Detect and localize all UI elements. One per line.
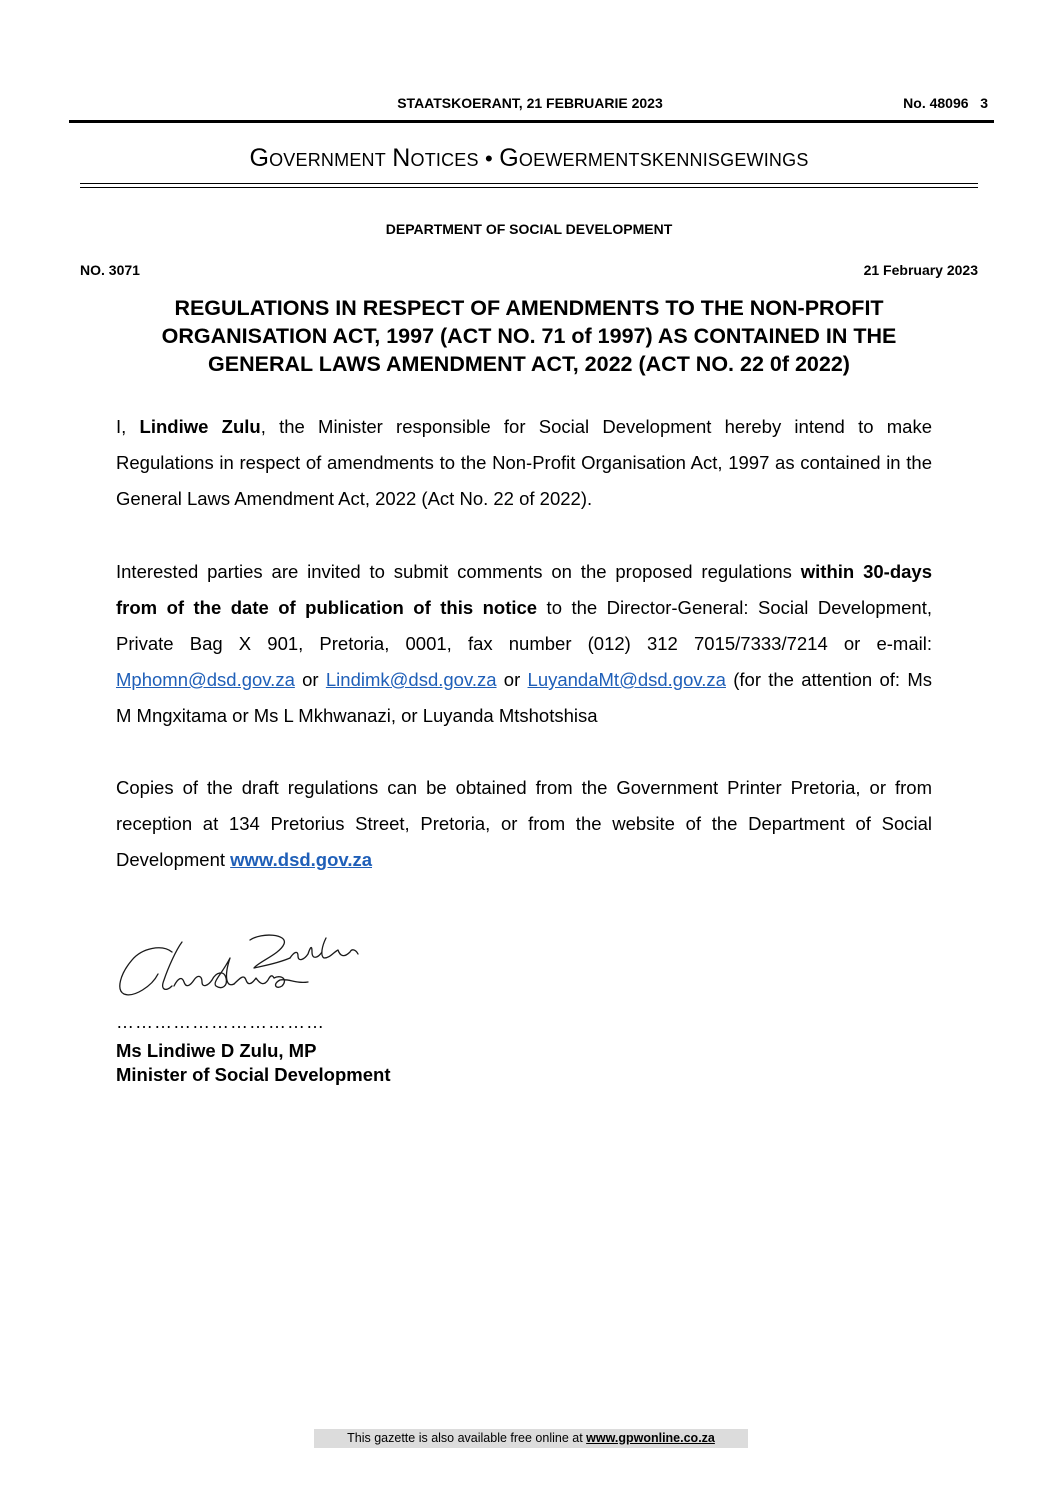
p3-text: Copies of the draft regulations can be obtained from the Government Printer Pretoria, or from reception at 134 Pretorius Street, Pretoria, or from the website of the Department of Social Development	[116, 777, 932, 870]
minister-name: Lindiwe Zulu	[139, 416, 261, 437]
signatory-title: Minister of Social Development	[116, 1064, 391, 1085]
signature-line: ……………………………	[116, 1012, 325, 1032]
footer-url-link[interactable]: www.gpwonline.co.za	[586, 1431, 715, 1445]
email-link-luyandamt[interactable]: LuyandaMt@dsd.gov.za	[527, 669, 726, 690]
header-rule	[69, 120, 994, 123]
website-link[interactable]: www.dsd.gov.za	[230, 849, 373, 870]
title-rule-bottom	[80, 187, 978, 188]
title-separator: •	[485, 146, 493, 171]
gazette-number-page	[820, 95, 988, 111]
p2-attention: (for the attention of: Ms M Mngxitama or Ms L Mkhwanazi, or Luyanda Mtshotshisa	[116, 669, 933, 726]
government-notices-title: GOVERNMENT NOTICES	[249, 144, 479, 172]
notice-number: NO. 3071	[80, 262, 140, 278]
afrikaans-title: GOEWERMENTSKENNISGEWINGS	[499, 144, 809, 172]
or-text: or	[496, 669, 528, 690]
email-link-mphomn[interactable]: Mphomn@dsd.gov.za	[116, 669, 295, 690]
email-link-lindimk[interactable]: Lindimk@dsd.gov.za	[325, 669, 497, 690]
title-rule-top	[80, 183, 978, 184]
paragraph-comments	[116, 554, 932, 734]
page-number: 3	[980, 95, 988, 111]
footer-banner	[314, 1429, 748, 1448]
footer-text: This gazette is also available free online at	[347, 1431, 587, 1445]
paragraph-intent	[116, 409, 932, 517]
handwritten-signature	[112, 928, 382, 1010]
paragraph-copies	[116, 770, 932, 878]
comment-deadline: within 30-days from of the date of publication of this notice	[116, 561, 932, 618]
gazette-header	[0, 95, 1058, 113]
department-name: DEPARTMENT OF SOCIAL DEVELOPMENT	[385, 221, 673, 237]
gazette-line: STAATSKOERANT, 21 FEBRUARIE 2023	[397, 95, 663, 111]
regulation-title: REGULATIONS IN RESPECT OF AMENDMENTS TO THE NON-PROFIT ORGANISATION ACT, 1997 (ACT NO. 71 of 1997) AS CONTAINED IN THE GENERAL LAWS AMENDMENT ACT, 2022 (ACT NO. 22 0f 2022)	[161, 296, 897, 376]
p2-lead: Interested parties are invited to submit comments on the proposed regulations	[116, 561, 801, 582]
p1-rest: , the Minister responsible for Social Development hereby intend to make Regulations in respect of amendments to the Non-Profit Organisation Act, 1997 as contained in the General Laws Amendment Act, 2022 (Act No. 22 of 2022).	[116, 416, 933, 509]
p1-lead: I,	[116, 416, 140, 437]
notice-date: 21 February 2023	[863, 262, 978, 278]
gazette-number: No. 48096	[903, 95, 969, 111]
or-text: or	[294, 669, 326, 690]
signatory-name: Ms Lindiwe D Zulu, MP	[116, 1040, 317, 1061]
section-title	[69, 144, 989, 173]
p2-address: to the Director-General: Social Development, Private Bag X 901, Pretoria, 0001, fax number (012) 312 7015/7333/7214 or e-mail:	[116, 597, 932, 654]
